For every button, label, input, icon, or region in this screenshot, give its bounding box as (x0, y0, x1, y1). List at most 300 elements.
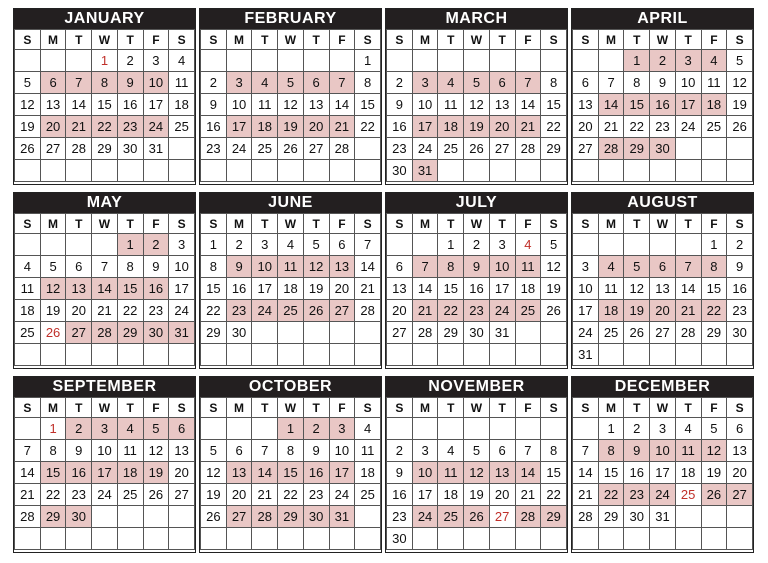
day-cell: 18 (278, 278, 304, 300)
day-cell: 31 (329, 506, 355, 528)
day-cell: 16 (117, 94, 143, 116)
week-row (15, 418, 195, 440)
day-cell: 23 (66, 484, 92, 506)
day-cell: 19 (15, 116, 41, 138)
day-cell: 21 (412, 300, 438, 322)
day-cell: 27 (303, 138, 329, 160)
day-cell: 28 (92, 322, 118, 344)
weekday-label: M (226, 398, 252, 418)
day-cell: 24 (573, 322, 599, 344)
day-cell: 4 (252, 72, 278, 94)
empty-day-cell (464, 344, 490, 366)
day-cell: 3 (675, 50, 701, 72)
day-cell: 25 (252, 138, 278, 160)
day-cell: 27 (650, 322, 676, 344)
day-cell: 18 (598, 300, 624, 322)
day-cell: 8 (701, 256, 727, 278)
weekday-label: W (650, 214, 676, 234)
empty-day-cell (201, 418, 227, 440)
day-cell: 19 (143, 462, 169, 484)
week-row (201, 344, 381, 366)
weekday-label: W (650, 30, 676, 50)
weekday-label: S (201, 398, 227, 418)
day-cell: 31 (169, 322, 195, 344)
week-row (573, 138, 753, 160)
day-cell: 15 (117, 278, 143, 300)
week-row (15, 528, 195, 550)
month-grid (200, 213, 381, 366)
empty-day-cell (624, 344, 650, 366)
week-row (201, 72, 381, 94)
day-cell: 28 (598, 138, 624, 160)
weekday-label: T (252, 30, 278, 50)
weekday-label: T (66, 214, 92, 234)
day-cell: 31 (573, 344, 599, 366)
month-title: DECEMBER (572, 377, 753, 397)
day-cell: 13 (226, 462, 252, 484)
empty-day-cell (40, 344, 66, 366)
empty-day-cell (15, 50, 41, 72)
empty-day-cell (541, 528, 567, 550)
day-cell: 26 (15, 138, 41, 160)
day-cell: 23 (226, 300, 252, 322)
empty-day-cell (169, 160, 195, 182)
day-cell: 10 (252, 256, 278, 278)
weekday-label: S (541, 30, 567, 50)
empty-day-cell (226, 418, 252, 440)
day-cell: 9 (727, 256, 753, 278)
weekday-label: S (15, 398, 41, 418)
week-row (201, 234, 381, 256)
weekday-label: M (40, 214, 66, 234)
day-cell: 10 (226, 94, 252, 116)
day-cell: 21 (355, 278, 381, 300)
week-row (387, 278, 567, 300)
day-cell: 11 (117, 440, 143, 462)
empty-day-cell (226, 344, 252, 366)
day-cell: 3 (169, 234, 195, 256)
empty-day-cell (355, 506, 381, 528)
day-cell: 20 (489, 484, 515, 506)
day-cell: 7 (15, 440, 41, 462)
week-row (387, 160, 567, 182)
day-cell: 23 (117, 116, 143, 138)
day-cell: 27 (329, 300, 355, 322)
day-cell: 19 (624, 300, 650, 322)
weekday-label: T (303, 214, 329, 234)
day-cell: 13 (489, 462, 515, 484)
day-cell: 9 (387, 94, 413, 116)
day-cell: 26 (624, 322, 650, 344)
day-cell: 4 (675, 418, 701, 440)
day-cell: 20 (329, 278, 355, 300)
weekday-header-row (387, 30, 567, 50)
week-row (573, 116, 753, 138)
day-cell: 4 (117, 418, 143, 440)
day-cell: 7 (675, 256, 701, 278)
empty-day-cell (489, 160, 515, 182)
week-row (201, 528, 381, 550)
day-cell: 20 (226, 484, 252, 506)
day-cell: 9 (624, 440, 650, 462)
empty-day-cell (727, 528, 753, 550)
day-cell: 8 (278, 440, 304, 462)
day-cell: 15 (201, 278, 227, 300)
day-cell: 18 (515, 278, 541, 300)
empty-day-cell (573, 418, 599, 440)
day-cell: 27 (573, 138, 599, 160)
weekday-label: F (515, 214, 541, 234)
weekday-label: T (624, 30, 650, 50)
week-row (201, 116, 381, 138)
weekday-label: W (92, 398, 118, 418)
weekday-label: F (143, 30, 169, 50)
empty-day-cell (92, 160, 118, 182)
day-cell: 25 (15, 322, 41, 344)
day-cell: 17 (412, 116, 438, 138)
weekday-label: W (278, 398, 304, 418)
week-row (573, 322, 753, 344)
day-cell: 31 (143, 138, 169, 160)
day-cell: 13 (650, 278, 676, 300)
empty-day-cell (598, 160, 624, 182)
weekday-label: S (169, 30, 195, 50)
day-cell: 19 (727, 94, 753, 116)
empty-day-cell (117, 506, 143, 528)
day-cell: 18 (252, 116, 278, 138)
day-cell: 28 (412, 322, 438, 344)
day-cell: 21 (675, 300, 701, 322)
weekday-label: S (355, 214, 381, 234)
day-cell: 6 (727, 418, 753, 440)
empty-day-cell (515, 528, 541, 550)
day-cell: 25 (675, 484, 701, 506)
empty-day-cell (201, 528, 227, 550)
day-cell: 5 (303, 234, 329, 256)
month-february (199, 8, 382, 185)
week-row (15, 138, 195, 160)
day-cell: 30 (303, 506, 329, 528)
week-row (201, 300, 381, 322)
empty-day-cell (675, 234, 701, 256)
day-cell: 1 (92, 50, 118, 72)
week-row (387, 528, 567, 550)
day-cell: 1 (438, 234, 464, 256)
day-cell: 22 (541, 116, 567, 138)
empty-day-cell (438, 160, 464, 182)
weekday-label: W (278, 30, 304, 50)
empty-day-cell (598, 50, 624, 72)
empty-day-cell (169, 138, 195, 160)
empty-day-cell (701, 160, 727, 182)
empty-day-cell (515, 344, 541, 366)
day-cell: 22 (438, 300, 464, 322)
weekday-header-row (387, 214, 567, 234)
day-cell: 19 (464, 116, 490, 138)
week-row (15, 160, 195, 182)
day-cell: 30 (143, 322, 169, 344)
day-cell: 3 (252, 234, 278, 256)
day-cell: 19 (701, 462, 727, 484)
month-title: JANUARY (14, 9, 195, 29)
day-cell: 17 (573, 300, 599, 322)
day-cell: 11 (598, 278, 624, 300)
week-row (573, 256, 753, 278)
day-cell: 20 (66, 300, 92, 322)
day-cell: 13 (40, 94, 66, 116)
empty-day-cell (412, 234, 438, 256)
week-row (201, 138, 381, 160)
day-cell: 9 (117, 72, 143, 94)
day-cell: 19 (278, 116, 304, 138)
empty-day-cell (15, 344, 41, 366)
weekday-label: F (329, 398, 355, 418)
day-cell: 20 (169, 462, 195, 484)
day-cell: 4 (169, 50, 195, 72)
day-cell: 27 (40, 138, 66, 160)
day-cell: 11 (355, 440, 381, 462)
weekday-label: S (541, 398, 567, 418)
day-cell: 22 (117, 300, 143, 322)
empty-day-cell (438, 528, 464, 550)
empty-day-cell (355, 344, 381, 366)
empty-day-cell (438, 344, 464, 366)
day-cell: 29 (541, 506, 567, 528)
week-row (573, 462, 753, 484)
day-cell: 13 (303, 94, 329, 116)
day-cell: 10 (329, 440, 355, 462)
weekday-label: T (489, 214, 515, 234)
empty-day-cell (40, 160, 66, 182)
day-cell: 27 (169, 484, 195, 506)
week-row (201, 94, 381, 116)
month-december (571, 376, 754, 553)
day-cell: 4 (438, 440, 464, 462)
empty-day-cell (226, 50, 252, 72)
empty-day-cell (438, 418, 464, 440)
week-row (15, 278, 195, 300)
week-row (201, 50, 381, 72)
weekday-label: F (329, 214, 355, 234)
empty-day-cell (40, 234, 66, 256)
empty-day-cell (675, 138, 701, 160)
week-row (201, 322, 381, 344)
week-row (15, 300, 195, 322)
weekday-label: F (701, 30, 727, 50)
day-cell: 9 (650, 72, 676, 94)
day-cell: 12 (40, 278, 66, 300)
month-title: JULY (386, 193, 567, 213)
day-cell: 27 (489, 506, 515, 528)
empty-day-cell (727, 506, 753, 528)
month-june (199, 192, 382, 369)
weekday-label: T (303, 30, 329, 50)
day-cell: 20 (489, 116, 515, 138)
weekday-label: S (169, 398, 195, 418)
empty-day-cell (329, 322, 355, 344)
empty-day-cell (169, 344, 195, 366)
day-cell: 25 (701, 116, 727, 138)
day-cell: 19 (303, 278, 329, 300)
empty-day-cell (573, 234, 599, 256)
empty-day-cell (541, 418, 567, 440)
week-row (201, 484, 381, 506)
empty-day-cell (624, 528, 650, 550)
week-row (387, 344, 567, 366)
empty-day-cell (387, 344, 413, 366)
month-grid (572, 213, 753, 366)
day-cell: 18 (15, 300, 41, 322)
day-cell: 6 (40, 72, 66, 94)
day-cell: 26 (303, 300, 329, 322)
weekday-label: S (201, 214, 227, 234)
day-cell: 18 (701, 94, 727, 116)
weekday-label: S (573, 30, 599, 50)
weekday-label: M (598, 398, 624, 418)
day-cell: 12 (278, 94, 304, 116)
day-cell: 9 (464, 256, 490, 278)
day-cell: 26 (40, 322, 66, 344)
day-cell: 3 (650, 418, 676, 440)
day-cell: 27 (226, 506, 252, 528)
day-cell: 21 (329, 116, 355, 138)
day-cell: 7 (329, 72, 355, 94)
empty-day-cell (573, 528, 599, 550)
day-cell: 16 (303, 462, 329, 484)
empty-day-cell (143, 160, 169, 182)
day-cell: 7 (92, 256, 118, 278)
week-row (15, 50, 195, 72)
day-cell: 8 (117, 256, 143, 278)
week-row (15, 234, 195, 256)
day-cell: 28 (15, 506, 41, 528)
month-grid (572, 397, 753, 550)
empty-day-cell (464, 418, 490, 440)
day-cell: 26 (464, 138, 490, 160)
day-cell: 22 (92, 116, 118, 138)
day-cell: 5 (278, 72, 304, 94)
empty-day-cell (515, 322, 541, 344)
day-cell: 1 (355, 50, 381, 72)
day-cell: 4 (515, 234, 541, 256)
day-cell: 16 (143, 278, 169, 300)
day-cell: 7 (252, 440, 278, 462)
week-row (387, 484, 567, 506)
month-march (385, 8, 568, 185)
day-cell: 7 (515, 72, 541, 94)
day-cell: 15 (598, 462, 624, 484)
empty-day-cell (303, 528, 329, 550)
empty-day-cell (15, 234, 41, 256)
day-cell: 17 (412, 484, 438, 506)
empty-day-cell (169, 528, 195, 550)
week-row (387, 506, 567, 528)
day-cell: 7 (515, 440, 541, 462)
empty-day-cell (650, 234, 676, 256)
weekday-label: T (675, 30, 701, 50)
empty-day-cell (675, 506, 701, 528)
day-cell: 25 (598, 322, 624, 344)
weekday-label: T (489, 398, 515, 418)
empty-day-cell (252, 322, 278, 344)
day-cell: 29 (624, 138, 650, 160)
day-cell: 16 (226, 278, 252, 300)
empty-day-cell (573, 50, 599, 72)
day-cell: 10 (143, 72, 169, 94)
week-row (573, 94, 753, 116)
day-cell: 24 (489, 300, 515, 322)
day-cell: 27 (489, 138, 515, 160)
day-cell: 24 (92, 484, 118, 506)
day-cell: 22 (624, 116, 650, 138)
empty-day-cell (727, 160, 753, 182)
day-cell: 5 (143, 418, 169, 440)
empty-day-cell (252, 418, 278, 440)
empty-day-cell (355, 528, 381, 550)
week-row (201, 418, 381, 440)
day-cell: 10 (573, 278, 599, 300)
day-cell: 20 (727, 462, 753, 484)
day-cell: 10 (675, 72, 701, 94)
month-title: AUGUST (572, 193, 753, 213)
day-cell: 27 (387, 322, 413, 344)
empty-day-cell (117, 344, 143, 366)
weekday-label: S (541, 214, 567, 234)
empty-day-cell (66, 528, 92, 550)
weekday-header-row (387, 398, 567, 418)
week-row (15, 484, 195, 506)
empty-day-cell (650, 344, 676, 366)
empty-day-cell (278, 322, 304, 344)
week-row (573, 50, 753, 72)
day-cell: 6 (573, 72, 599, 94)
day-cell: 4 (278, 234, 304, 256)
day-cell: 23 (387, 138, 413, 160)
day-cell: 23 (387, 506, 413, 528)
day-cell: 13 (727, 440, 753, 462)
day-cell: 17 (329, 462, 355, 484)
day-cell: 14 (675, 278, 701, 300)
day-cell: 30 (624, 506, 650, 528)
month-grid (200, 29, 381, 182)
day-cell: 5 (624, 256, 650, 278)
empty-day-cell (303, 344, 329, 366)
day-cell: 1 (598, 418, 624, 440)
weekday-label: S (727, 30, 753, 50)
month-may (13, 192, 196, 369)
day-cell: 19 (40, 300, 66, 322)
day-cell: 29 (92, 138, 118, 160)
week-row (387, 138, 567, 160)
day-cell: 6 (489, 72, 515, 94)
empty-day-cell (226, 160, 252, 182)
month-title: JUNE (200, 193, 381, 213)
day-cell: 21 (598, 116, 624, 138)
weekday-label: T (117, 214, 143, 234)
day-cell: 4 (438, 72, 464, 94)
day-cell: 11 (438, 94, 464, 116)
empty-day-cell (387, 50, 413, 72)
week-row (573, 440, 753, 462)
empty-day-cell (40, 528, 66, 550)
month-grid (200, 397, 381, 550)
month-grid (386, 397, 567, 550)
day-cell: 25 (515, 300, 541, 322)
weekday-label: W (650, 398, 676, 418)
week-row (387, 418, 567, 440)
weekday-label: F (701, 214, 727, 234)
day-cell: 5 (464, 440, 490, 462)
